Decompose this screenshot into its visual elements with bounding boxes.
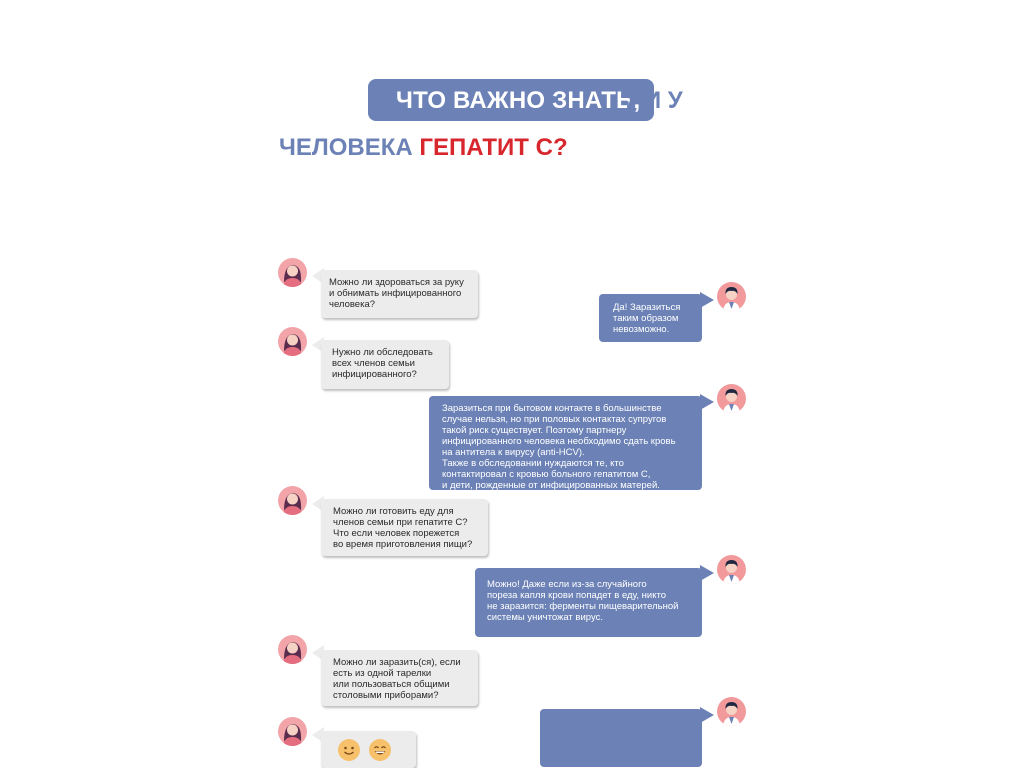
answer-bubble: Заразиться при бытовом контакте в большинстве случае нельзя, но при половых контактах супругов такой риск существует. Поэтому партнеру инфицированного человека необходимо сдать кровь на антитела к вирусу (anti-HCV). Также в обследовании нуждаются те, кто контактировал с кровью больного гепатитом С, и дети, рожденные от инфицированных матерей.	[429, 396, 702, 490]
female-avatar-icon	[278, 486, 307, 515]
answer-bubble-tail	[700, 394, 714, 410]
title-line1-highlight: ЧТО ВАЖНО ЗНАТЬ,	[396, 87, 641, 114]
answer-bubble	[540, 709, 702, 767]
female-avatar-icon	[278, 717, 307, 746]
male-avatar-icon	[717, 555, 746, 584]
male-avatar-icon	[717, 384, 746, 413]
smile-emoji-icon	[338, 739, 360, 761]
female-avatar-icon	[278, 327, 307, 356]
title-line2-blue: ЧЕЛОВЕКА	[279, 134, 420, 161]
female-avatar-icon	[278, 635, 307, 664]
answer-bubble-tail	[700, 707, 714, 723]
male-avatar-icon	[717, 282, 746, 311]
title-line2-red: ГЕПАТИТ С?	[419, 134, 568, 161]
answer-bubble: Да! Заразиться таким образом невозможно.	[599, 294, 702, 342]
male-avatar-icon	[717, 697, 746, 726]
answer-bubble-tail	[700, 565, 714, 581]
page-title-line2	[279, 134, 568, 162]
answer-bubble-tail	[700, 292, 714, 308]
question-bubble: Можно ли готовить еду для членов семьи при гепатите С? Что если человек порежется во время приготовления пищи?	[321, 499, 488, 556]
question-bubble: Можно ли здороваться за руку и обнимать инфицированного человека?	[321, 270, 478, 318]
question-bubble: Можно ли заразить(ся), если есть из одной тарелки или пользоваться общими столовыми приборами?	[321, 650, 478, 706]
answer-bubble: Можно! Даже если из-за случайного пореза капля крови попадет в еду, никто не заразится: ферменты пищеварительной системы уничтожат вирус.	[475, 568, 702, 637]
question-bubble: Нужно ли обследовать всех членов семьи инфицированного?	[321, 340, 449, 389]
title-highlight-box	[368, 79, 654, 121]
grin-emoji-icon	[369, 739, 391, 761]
title-line1-tail: ЛИ У	[627, 87, 683, 114]
female-avatar-icon	[278, 258, 307, 287]
